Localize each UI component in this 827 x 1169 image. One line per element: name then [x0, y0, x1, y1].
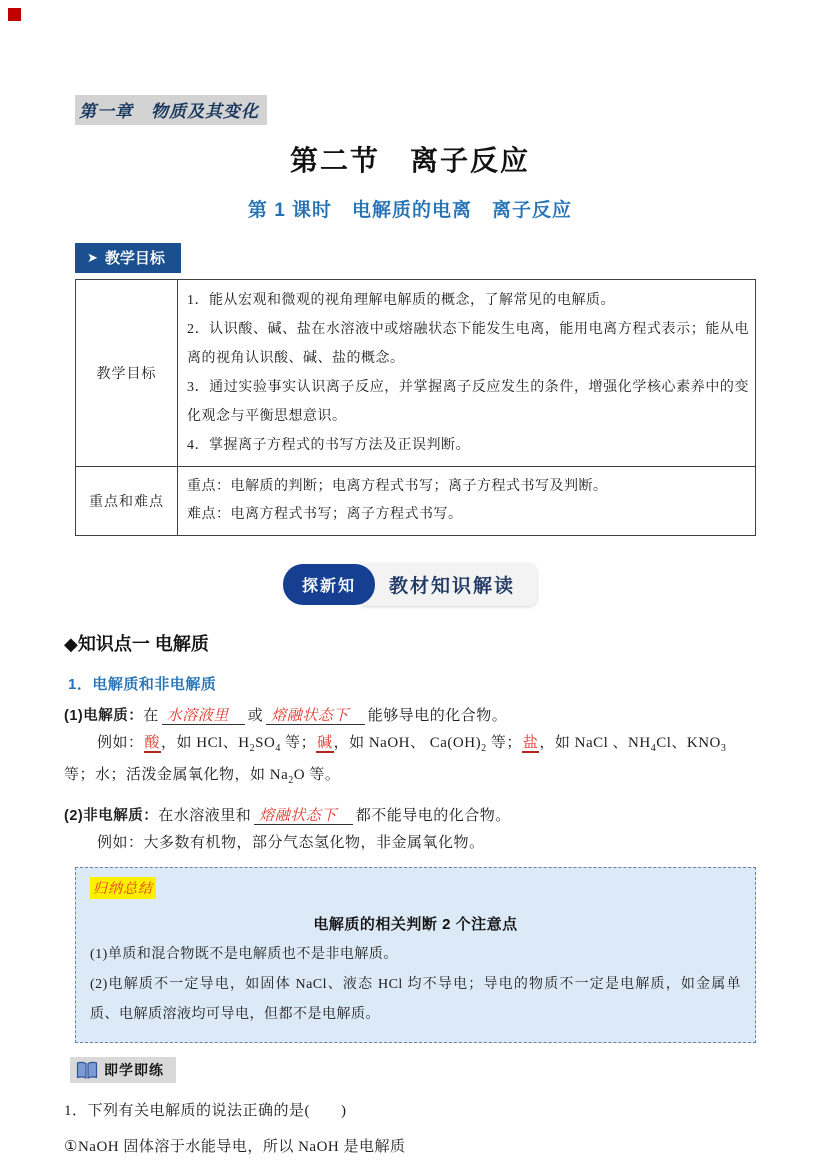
- example-lead: 例如：: [97, 735, 144, 751]
- key-point-line: 重点：电解质的判断；电离方程式书写；离子方程式书写及判断。: [187, 479, 608, 494]
- goal-item-3: 3．通过实验事实认识离子反应，并掌握离子反应发生的条件，增强化学核心素养中的变化观念与平衡思想意识。: [187, 380, 749, 424]
- banner-pill: 探新知: [283, 564, 375, 605]
- salt-term: 盐: [522, 735, 539, 751]
- subscript: 4: [650, 743, 657, 754]
- definition-text-post: 都不能导电的化合物。: [355, 808, 511, 824]
- knowledge-point-heading: ◆知识点一 电解质: [64, 634, 209, 654]
- fill-blank-2: 熔融状态下: [266, 708, 365, 725]
- row-label-goals: 教学目标: [76, 280, 178, 467]
- book-icon: [75, 1061, 99, 1080]
- definition-text-mid: 或: [247, 708, 264, 724]
- acid-term: 酸: [144, 735, 161, 751]
- fill-blank-1: 水溶液里: [162, 708, 245, 725]
- summary-point-2: (2)电解质不一定导电，如固体 NaCl、液态 HCl 均不导电；导电的物质不一定是电解质，如金属单质、电解质溶液均可导电，但都不是电解质。: [90, 977, 741, 1022]
- teaching-goals-badge-label: 教学目标: [104, 250, 165, 267]
- page-title: 第二节 离子反应: [289, 145, 530, 176]
- practice-badge-label: 即学即练: [104, 1062, 164, 1078]
- summary-tag: 归纳总结: [90, 877, 156, 899]
- summary-box: [75, 867, 756, 1043]
- lesson-subtitle: 第 1 课时 电解质的电离 离子反应: [247, 200, 573, 221]
- corner-marker: [8, 8, 21, 21]
- goal-item-4: 4．掌握离子方程式的书写方法及正误判断。: [187, 438, 470, 453]
- teaching-goals-table: [75, 279, 756, 536]
- example-text: 等；: [280, 735, 317, 751]
- arrow-icon: ➤: [87, 249, 98, 265]
- difficult-point-line: 难点：电离方程式书写；离子方程式书写。: [187, 507, 463, 522]
- table-row-key-points: [76, 467, 756, 536]
- goal-item-1: 1．能从宏观和微观的视角理解电解质的概念，了解常见的电解质。: [187, 293, 615, 308]
- row-content-key-points: [178, 467, 756, 536]
- subscript: 2: [249, 743, 256, 754]
- non-electrolyte-definition: [64, 803, 756, 830]
- fill-blank-3: 熔融状态下: [254, 808, 353, 825]
- example-text: ，如 HCl、H: [161, 735, 250, 751]
- electrolyte-examples: [64, 730, 756, 794]
- electrolyte-definition: [64, 703, 756, 730]
- subscript: 2: [288, 775, 294, 786]
- banner-title: 教材知识解读: [359, 563, 537, 606]
- question: 1．下列有关电解质的说法正确的是( ): [64, 1102, 347, 1119]
- example-text: Cl、KNO: [656, 735, 721, 751]
- subscript: 3: [720, 743, 727, 754]
- electrolyte-label: (1)电解质：: [64, 708, 144, 724]
- example-text: O 等。: [293, 767, 341, 783]
- table-row-goals: [76, 280, 756, 467]
- row-label-key-points: 重点和难点: [76, 467, 178, 536]
- example-text: 等；: [486, 735, 522, 751]
- practice-badge: [70, 1057, 176, 1083]
- subscript: 4: [275, 743, 281, 754]
- goal-item-2: 2．认识酸、碱、盐在水溶液中或熔融状态下能发生电离，能用电离方程式表示；能从电离的视角认识酸、碱、盐的概念。: [187, 322, 749, 366]
- chapter-header: 第一章 物质及其变化: [75, 95, 267, 125]
- example-text: SO: [255, 735, 276, 751]
- definition-text-post: 能够导电的化合物。: [367, 708, 508, 724]
- summary-point-1: (1)单质和混合物既不是电解质也不是非电解质。: [90, 947, 398, 962]
- base-term: 碱: [317, 735, 333, 751]
- row-content-goals: [178, 280, 756, 467]
- definition-text-pre: 在: [143, 708, 159, 724]
- example-text: 等；水；活泼金属氧化物，如 Na: [64, 767, 289, 783]
- teaching-goals-badge: [75, 243, 181, 273]
- non-electrolyte-label: (2)非电解质：: [64, 808, 159, 824]
- question-option-1: ①NaOH 固体溶于水能导电，所以 NaOH 是电解质: [64, 1138, 406, 1155]
- section-banner: [64, 563, 756, 606]
- summary-heading: 电解质的相关判断 2 个注意点: [313, 916, 518, 933]
- example-text: ，如 NaOH、 Ca(OH): [333, 735, 482, 751]
- definition-text-pre: 在水溶液里和: [158, 808, 252, 824]
- subsection-heading: 1．电解质和非电解质: [68, 676, 217, 693]
- example-text: ，如 NaCl 、NH: [539, 735, 651, 751]
- subscript: 2: [481, 743, 487, 754]
- non-electrolyte-examples: 例如：大多数有机物，部分气态氢化物，非金属氧化物。: [97, 835, 485, 851]
